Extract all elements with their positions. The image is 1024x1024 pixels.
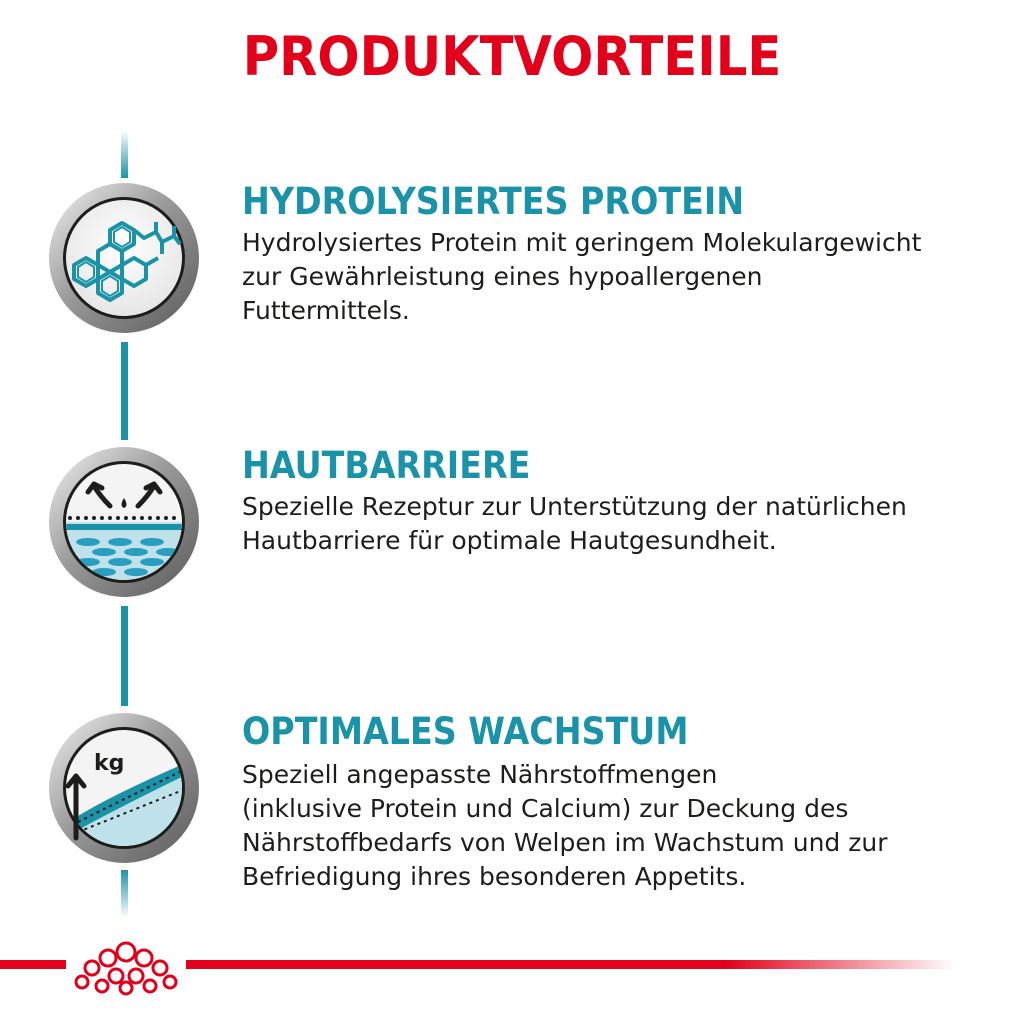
description-line: Hautbarriere für optimale Hautgesundheit. <box>242 526 777 555</box>
description-line: Spezielle Rezeptur zur Unterstützung der natürlichen <box>242 492 907 521</box>
benefit-description-protein <box>242 226 1002 328</box>
timeline-line-segment-1 <box>121 342 128 440</box>
benefit-description-skin-barrier <box>242 490 1002 558</box>
timeline-line-segment-2 <box>121 606 128 706</box>
benefit-description-growth <box>242 758 1002 894</box>
footer-line-right <box>186 960 956 969</box>
kg-label: kg <box>94 751 125 776</box>
benefit-title-skin-barrier: HAUTBARRIERE <box>242 444 531 487</box>
description-line: Futtermittels. <box>242 296 410 325</box>
description-line: Hydrolysiertes Protein mit geringem Molekulargewicht <box>242 228 922 257</box>
timeline-line-top <box>121 130 128 178</box>
molecule-icon <box>48 182 200 334</box>
description-line: Speziell angepasste Nährstoffmengen <box>242 760 718 789</box>
benefit-title-growth: OPTIMALES WACHSTUM <box>242 710 689 753</box>
royal-canin-crown-icon <box>72 936 180 996</box>
description-line: zur Gewährleistung eines hypoallergenen <box>242 262 763 291</box>
growth-kg-icon <box>48 712 200 864</box>
description-line: (inklusive Protein und Calcium) zur Deckung des <box>242 794 849 823</box>
description-line: Befriedigung ihres besonderen Appetits. <box>242 862 747 891</box>
footer-line-left <box>0 960 66 969</box>
benefit-title-protein: HYDROLYSIERTES PROTEIN <box>242 180 745 223</box>
timeline-line-bottom <box>121 870 128 918</box>
skin-barrier-icon <box>48 446 200 598</box>
page-title: PRODUKTVORTEILE <box>242 25 782 88</box>
description-line: Nährstoffbedarfs von Welpen im Wachstum und zur <box>242 828 888 857</box>
